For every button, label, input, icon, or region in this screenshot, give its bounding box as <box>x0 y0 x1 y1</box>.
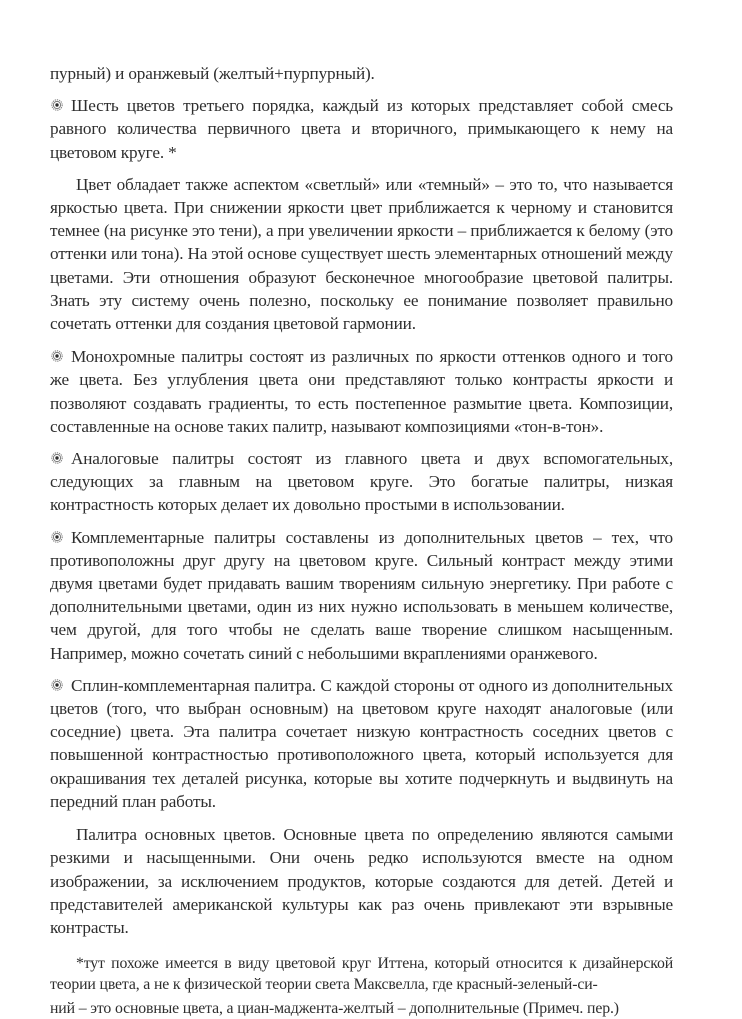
bullet-text: Монохромные палитры состоят из различных по яркости оттенков одного и того же цвета. Без углубления цвета они представляют только контрасты яркости и позволяют создавать градиенты, то есть постепенное размытие цвета. Композиции, составленные на основе таких палитр, называют композициями «тон-в-тон». <box>50 347 673 436</box>
bullet-item-complementary <box>50 526 673 665</box>
bullet-item-analog <box>50 447 673 517</box>
sun-bullet-icon <box>50 349 64 363</box>
sun-bullet-icon <box>50 98 64 112</box>
bullet-item-monochrome <box>50 345 673 438</box>
bullet-text: Шесть цветов третьего порядка, каждый из которых представляет собой смесь равного количества первичного цвета и вторичного, примыкающего к нему на цветовом круге. * <box>50 96 673 162</box>
paragraph-primary-palette: Палитра основных цветов. Основные цвета по определению являются самыми резкими и насыщенными. Они очень редко используются вместе на одном изображении, за исключением продуктов, которые создаются для детей. Детей и представителей американской культуры как раз очень привлекают эти взрывные контрасты. <box>50 825 673 937</box>
footnote-text: *тут похоже имеется в виду цветовой круг Иттена, который относится к дизайнерской теории цвета, а не к физической теории света Максвелла, где красный-зеленый-си- <box>50 955 673 994</box>
book-page <box>50 62 673 1019</box>
sun-bullet-icon <box>50 451 64 465</box>
sun-bullet-icon <box>50 678 64 692</box>
sun-bullet-icon <box>50 530 64 544</box>
continuation-line: пурный) и оранжевый (желтый+пурпурный). <box>50 64 375 83</box>
bullet-item-split-complementary <box>50 674 673 813</box>
bullet-text: Аналоговые палитры состоят из главного цвета и двух вспомогательных, следующих за главным на цветовом круге. Это богатые палитры, низкая контрастность которых делает их довольно простыми в использовании. <box>50 449 673 515</box>
bullet-text: Сплин-комплементарная палитра. С каждой стороны от одного из дополнительных цветов (того, что выбран основным) на цветовом круге находят аналоговые (или соседние) цвета. Эта палитра сочетает низкую контрастность соседних цветов с повышенной контрастностью противоположного цвета, который используется для окрашивания тех деталей рисунка, которые вы хотите подчеркнуть и выдвинуть на передний план работы. <box>50 675 673 811</box>
paragraph-brightness: Цвет обладает также аспектом «светлый» или «темный» – это то, что называется яркостью цвета. При снижении яркости цвет приближается к черному и становится темнее (на рисунке это тени), а при увеличении яркости – приближается к белому (это оттенки или тона). На этой основе существует шесть элементарных отношений между цветами. Эти отношения образуют бесконечное многообразие цветовой палитры. Знать эту систему очень полезно, поскольку ее понимание позволяет правильно сочетать оттенки для создания цветовой гармонии. <box>50 174 673 334</box>
footnote <box>50 953 673 1019</box>
bullet-text: Комплементарные палитры составлены из дополнительных цветов – тех, что противоположны друг другу на цветовом круге. Сильный контраст между этими двумя цветами будет придавать вашим творениям сильную энергетику. При работе с дополнительными цветами, один из них нужно использовать в меньшем количестве, чем другой, для того чтобы не сделать ваше творение слишком насыщенным. Например, можно сочетать синий с небольшими вкраплениями оранжевого. <box>50 527 673 663</box>
bullet-item-third-order <box>50 94 673 164</box>
footnote-last-line: ний – это основные цвета, а циан-маджента-желтый – дополнительные (Примеч. пер.) <box>50 1000 619 1018</box>
